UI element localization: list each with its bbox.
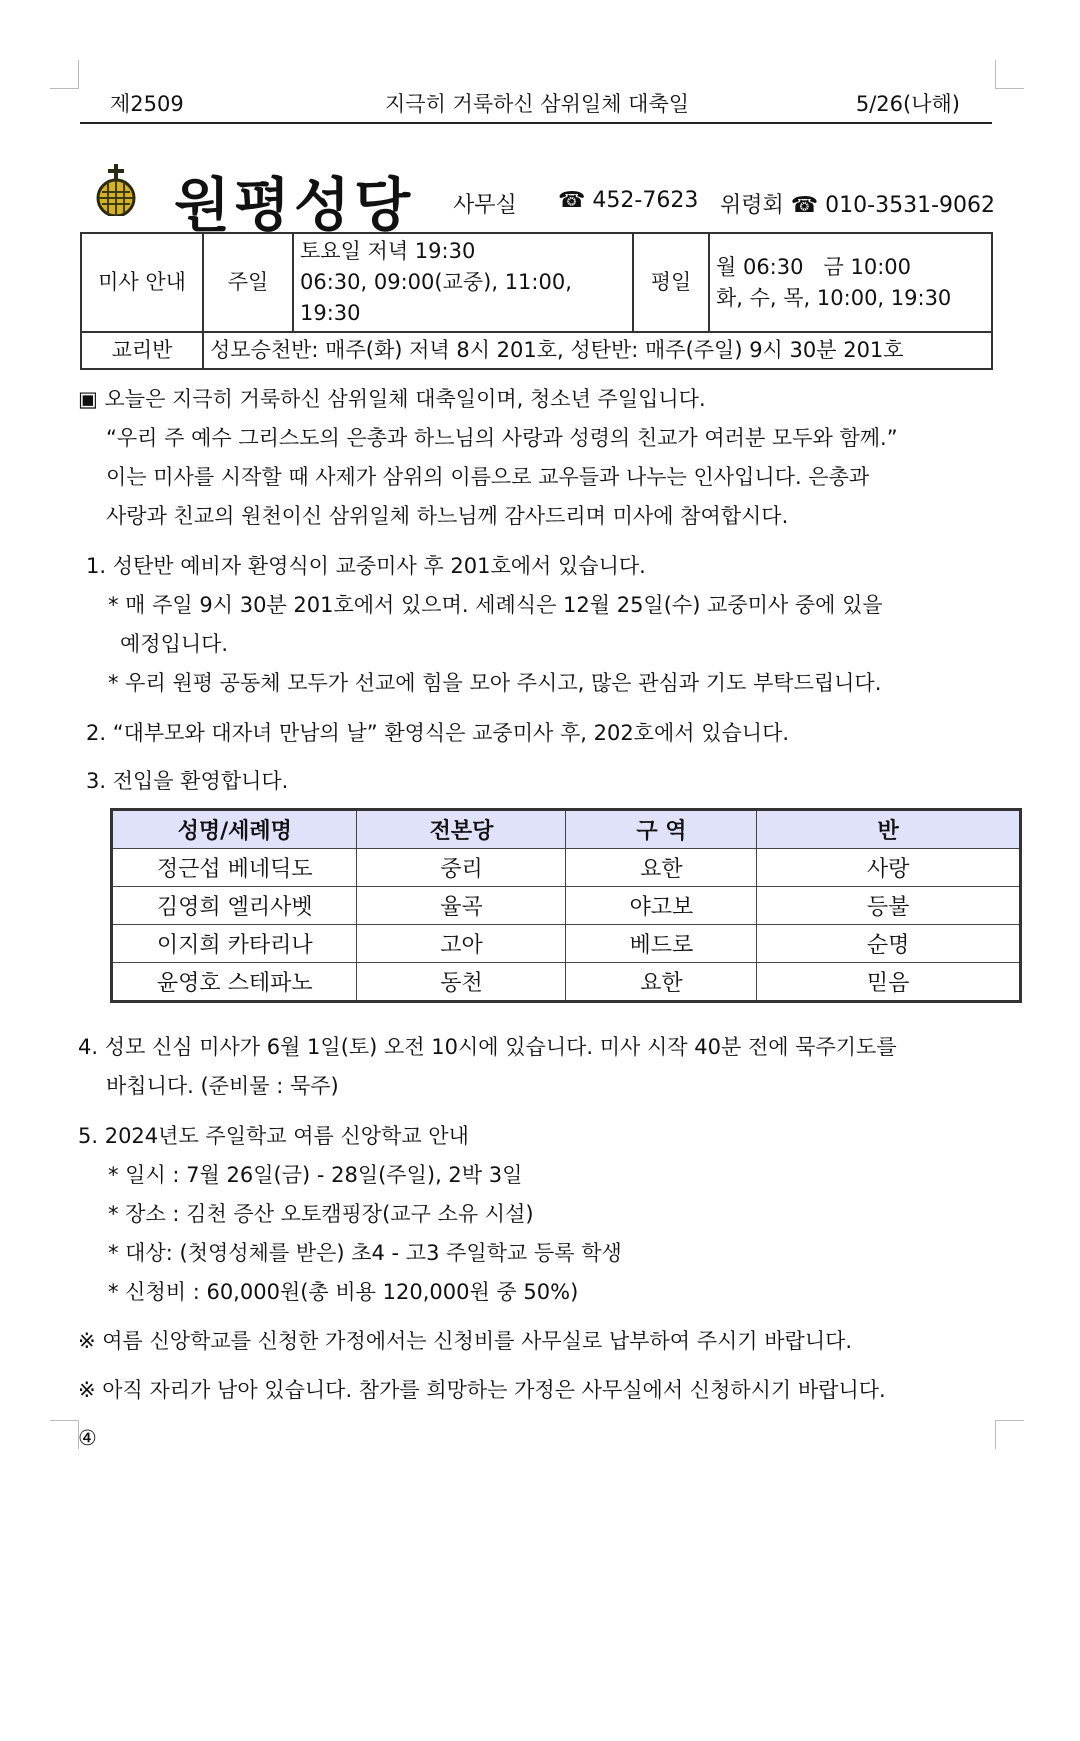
table-row [112, 925, 1021, 963]
col-group: 반 [757, 810, 1021, 849]
note-1: ※ 여름 신앙학교를 신청한 가정에서는 신청비를 사무실로 납부하여 주시기 바랍니다. [78, 1329, 853, 1353]
cell-district: 베드로 [566, 925, 757, 963]
church-brand [88, 158, 998, 239]
col-previous-parish: 전본당 [357, 810, 566, 849]
cell-name: 윤영호 스테파노 [112, 963, 357, 1002]
item-1-title: 1. 성탄반 예비자 환영식이 교중미사 후 201호에서 있습니다. [86, 554, 646, 578]
item-1-sub-2: * 우리 원평 공동체 모두가 선교에 힘을 모아 주시고, 많은 관심과 기도 부탁드립니다. [108, 671, 882, 695]
item-5-title: 5. 2024년도 주일학교 여름 신앙학교 안내 [78, 1124, 469, 1148]
item-5-date: * 일시 : 7월 26일(금) - 28일(주일), 2박 3일 [108, 1163, 523, 1187]
item-1-sub-1a: * 매 주일 9시 30분 201호에서 있으며. 세례식은 12월 25일(수) 교중미사 중에 있을 [108, 593, 883, 617]
col-name: 성명/세례명 [112, 810, 357, 849]
bulletin-date: 5/26(나해) [855, 92, 960, 116]
note-2: ※ 아직 자리가 남아 있습니다. 참가를 희망하는 가정은 사무실에서 신청하시기 바랍니다. [78, 1378, 886, 1402]
cell-district: 요한 [566, 849, 757, 887]
sunday-times-line1: 토요일 저녁 19:30 [300, 239, 476, 263]
crop-mark-top-right [995, 60, 1024, 89]
crop-mark-bottom-left [50, 1420, 79, 1449]
item-4-line-1: 4. 성모 신심 미사가 6월 1일(토) 오전 10시에 있습니다. 미사 시작 40분 전에 묵주기도를 [78, 1035, 897, 1059]
issue-number: 제2509 [110, 92, 184, 116]
table-row [112, 849, 1021, 887]
cell-group: 등불 [757, 887, 1021, 925]
weekday-label: 평일 [633, 233, 709, 332]
catechism-text: 성모승천반: 매주(화) 저녁 8시 201호, 성탄반: 매주(주일) 9시 30분 201호 [203, 332, 992, 369]
council-phone: 위령회 ☎ 010-3531-9062 [720, 193, 995, 218]
weekday-times [709, 233, 992, 332]
cell-parish: 동천 [357, 963, 566, 1002]
item-5-target: * 대상: (첫영성체를 받은) 초4 - 고3 주일학교 등록 학생 [108, 1241, 622, 1265]
newcomer-table [110, 808, 1022, 1003]
item-4-line-2: 바칩니다. (준비물 : 묵주) [106, 1074, 339, 1098]
cell-district: 요한 [566, 963, 757, 1002]
intro-line-2: “우리 주 예수 그리스도의 은총과 하느님의 사랑과 성령의 친교가 여러분 모두와 함께.” [106, 426, 898, 450]
sunday-times-line2: 06:30, 09:00(교중), 11:00, 19:30 [300, 270, 572, 325]
cell-group: 믿음 [757, 963, 1021, 1002]
cell-group: 사랑 [757, 849, 1021, 887]
sunday-times [293, 233, 633, 332]
cell-group: 순명 [757, 925, 1021, 963]
bulletin-header [80, 82, 992, 124]
weekday-times-line2: 화, 수, 목, 10:00, 19:30 [716, 285, 952, 310]
cell-district: 야고보 [566, 887, 757, 925]
mass-schedule-table [80, 232, 993, 370]
cell-name: 김영희 엘리사벳 [112, 887, 357, 925]
office-label: 사무실 [453, 193, 517, 218]
crop-mark-top-left [50, 60, 79, 89]
cell-parish: 율곡 [357, 887, 566, 925]
church-logo-icon [90, 164, 142, 216]
church-name: 원평성당 [174, 171, 415, 239]
item-2-title: 2. “대부모와 대자녀 만남의 날” 환영식은 교중미사 후, 202호에서 있습니다. [86, 721, 790, 745]
intro-line-1: ▣ 오늘은 지극히 거룩하신 삼위일체 대축일이며, 청소년 주일입니다. [78, 387, 706, 411]
cell-name: 이지희 카타리나 [112, 925, 357, 963]
page-number: ④ [78, 1426, 97, 1450]
item-5-fee: * 신청비 : 60,000원(총 비용 120,000원 중 50%) [108, 1280, 579, 1304]
newcomer-table-header [112, 810, 1021, 849]
mass-label: 미사 안내 [81, 233, 203, 332]
crop-mark-bottom-right [995, 1420, 1024, 1449]
feast-title: 지극히 거룩하신 삼위일체 대축일 [385, 92, 690, 116]
col-district: 구 역 [566, 810, 757, 849]
intro-line-3: 이는 미사를 시작할 때 사제가 삼위의 이름으로 교우들과 나누는 인사입니다. 은총과 [106, 465, 870, 489]
weekday-times-line1: 월 06:30 금 10:00 [716, 254, 911, 279]
item-5-place: * 장소 : 김천 증산 오토캠핑장(교구 소유 시설) [108, 1202, 534, 1226]
catechism-label: 교리반 [81, 332, 203, 369]
cell-name: 정근섭 베네딕도 [112, 849, 357, 887]
table-row [112, 963, 1021, 1002]
office-phone: ☎ 452-7623 [558, 188, 699, 213]
intro-line-4: 사랑과 친교의 원천이신 삼위일체 하느님께 감사드리며 미사에 참여합시다. [106, 504, 789, 528]
cell-parish: 중리 [357, 849, 566, 887]
item-3-title: 3. 전입을 환영합니다. [86, 769, 289, 793]
sunday-label: 주일 [203, 233, 293, 332]
item-1-sub-1b: 예정입니다. [120, 632, 229, 656]
cell-parish: 고아 [357, 925, 566, 963]
table-row [112, 887, 1021, 925]
